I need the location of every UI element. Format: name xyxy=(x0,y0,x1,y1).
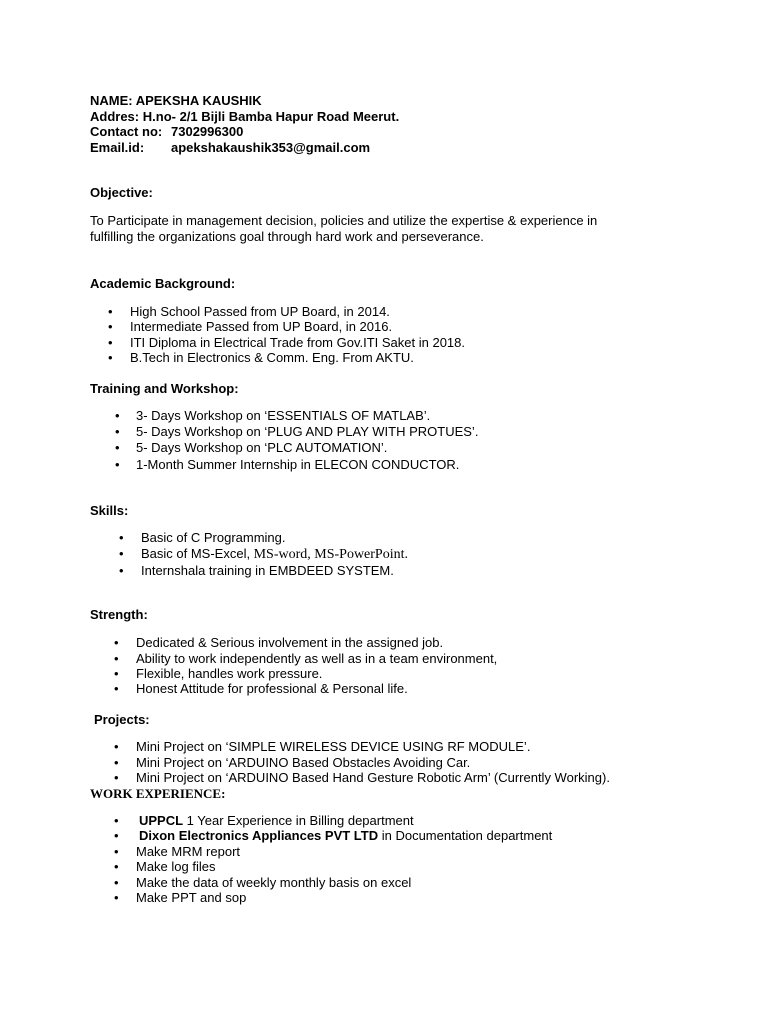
bullet-icon: • xyxy=(114,651,119,666)
objective-heading: Objective: xyxy=(90,185,153,200)
bullet-icon: • xyxy=(114,770,119,785)
objective-text-line2: fulfilling the organizations goal through hard work and perseverance. xyxy=(90,229,484,244)
training-heading: Training and Workshop: xyxy=(90,381,239,396)
bullet-icon: • xyxy=(108,335,113,350)
bullet-icon: • xyxy=(114,635,119,650)
bullet-icon: • xyxy=(119,546,124,561)
bullet-icon: • xyxy=(115,457,120,472)
bullet-icon: • xyxy=(114,875,119,890)
bullet-icon: • xyxy=(119,563,124,578)
bullet-icon: • xyxy=(108,350,113,365)
bullet-icon: • xyxy=(114,890,119,905)
contact-label: Contact no: xyxy=(90,124,163,139)
objective-text-line1: To Participate in management decision, policies and utilize the expertise & experience in xyxy=(90,213,598,228)
address-value: H.no- 2/1 Bijli Bamba Hapur Road Meerut. xyxy=(142,109,400,124)
bullet-icon: • xyxy=(114,739,119,754)
bullet-icon: • xyxy=(115,440,120,455)
bullet-icon: • xyxy=(108,304,113,319)
bullet-icon: • xyxy=(114,813,119,828)
bullet-icon: • xyxy=(114,755,119,770)
bullet-icon: • xyxy=(114,859,119,874)
contact-value: 7302996300 xyxy=(171,124,244,139)
resume-page: NAME: APEKSHA KAUSHIK Addres: H.no- 2/1 Bijli Bamba Hapur Road Meerut. Contact no: 7302996300 Email.id: apekshakaushik353@gmail.com Objective: To Participate in management decision, policies and utilize the expertise & experience in fulfilling the organizations goal through hard work and perseverance. Academic Background: • High School Passed from UP Board, in 2014. • Intermediate Passed from UP Board, in 2016. • ITI Diploma in Electrical Trade from Gov.ITI Saket in 2018. • B.Tech in Electronics & Comm. Eng. From AKTU. Training and Workshop: • 3- Days Workshop on ‘ESSENTIALS OF MATLAB’. • 5- Days Workshop on ‘PLUG AND PLAY WITH PROTUES’. • 5- Days Workshop on ‘PLC AUTOMATION’. • 1-Month Summer Internship in ELECON CONDUCTOR. Skills: • Basic of C Programming. • Basic of MS-Excel, MS-word, MS-PowerPoint. • Internshala training in EMBDEED SYSTEM. Strength: • Dedicated & Serious involvement in the assigned job. • Ability to work independently as well as in a team environment, • Flexible, handles work pressure. • Honest Attitude for professional & Personal life. Projects: • Mini Project on ‘SIMPLE WIRELESS DEVICE USING RF MODULE’. • Mini Project on ‘ARDUINO Based Obstacles Avoiding Car. • Mini Project on ‘ARDUINO Based Hand Gesture Robotic Arm’ (Currently Working). WORK EXPERIENCE: • UPPCL 1 Year Experience in Billing department • Dixon Electronics Appliances PVT LTD in Documentation department • Make MRM report • Make log files • Make the data of weekly monthly basis on excel • Make PPT and sop xyxy=(90,93,610,905)
email-value: apekshakaushik353@gmail.com xyxy=(171,140,371,155)
name-label: NAME: xyxy=(90,93,133,108)
projects-heading: Projects: xyxy=(94,712,150,727)
skills-heading: Skills: xyxy=(90,503,129,518)
address-line xyxy=(90,109,399,125)
bullet-icon: • xyxy=(108,319,113,334)
bullet-icon: • xyxy=(114,844,119,859)
bullet-icon: • xyxy=(115,424,120,439)
address-label: Addres: xyxy=(90,109,140,124)
bullet-icon: • xyxy=(114,681,119,696)
bullet-icon: • xyxy=(115,408,120,423)
bullet-icon: • xyxy=(114,828,119,843)
name-line xyxy=(90,93,262,109)
work-experience-heading: WORK EXPERIENCE: xyxy=(90,786,226,801)
bullet-icon: • xyxy=(119,530,124,545)
bullet-icon: • xyxy=(114,666,119,681)
academic-heading: Academic Background: xyxy=(90,276,236,291)
strength-heading: Strength: xyxy=(90,607,148,622)
name-value: APEKSHA KAUSHIK xyxy=(135,93,262,108)
email-label: Email.id: xyxy=(90,140,145,155)
